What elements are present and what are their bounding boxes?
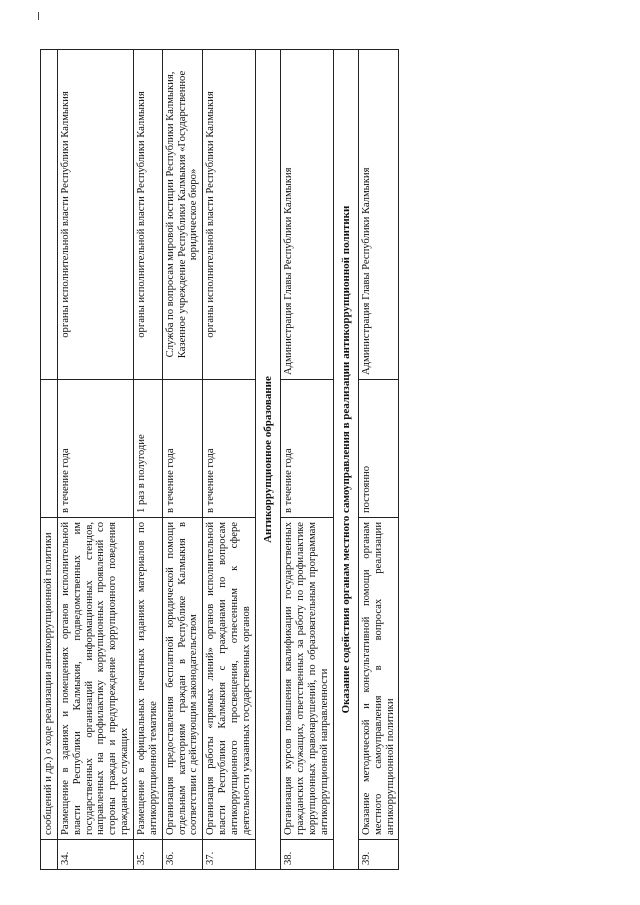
table-row-34 xyxy=(57,50,133,870)
responsible-cell: органы исполнительной власти Республики Калмыкия xyxy=(57,50,133,380)
row-number-cell: 35. xyxy=(134,840,163,870)
responsible-cell: Администрация Главы Республики Калмыкия xyxy=(281,50,333,380)
row-number-cell: 34. xyxy=(57,840,133,870)
section-heading-row xyxy=(255,50,280,870)
row-number-cell: 38. xyxy=(281,840,333,870)
table-row-37 xyxy=(203,50,255,870)
activity-cell: Размещение в зданиях и помещениях органов исполнительной власти Республики Калмыкия, подведомственных им государственных организаций информационных стендов, направленных на профилактику коррупционных проявлений со стороны граждан и предупреждение коррупционного поведения гражданских служащих xyxy=(57,518,133,840)
table-row-36 xyxy=(162,50,203,870)
section-heading-row xyxy=(333,50,358,870)
section-heading: Антикоррупционное образование xyxy=(255,50,280,870)
row-number-cell: 39. xyxy=(358,840,399,870)
table-row-39 xyxy=(358,50,399,870)
scan-mark xyxy=(38,12,39,20)
term-cell: постоянно xyxy=(358,380,399,518)
row-number-cell xyxy=(41,840,58,870)
activity-cell: Организация предоставления бесплатной юридической помощи отдельным категориям граждан в Республике Калмыкия в соответствии с действующим законодательством xyxy=(162,518,203,840)
activity-cell: сообщений и др.) о ходе реализации антикоррупционной политики xyxy=(41,518,58,840)
responsible-cell: Администрация Главы Республики Калмыкия xyxy=(358,50,399,380)
responsible-cell xyxy=(41,50,58,380)
section-heading: Оказание содействия органам местного самоуправления в реализации антикоррупционной политики xyxy=(333,50,358,870)
term-cell xyxy=(41,380,58,518)
row-number-cell: 37. xyxy=(203,840,255,870)
responsible-cell: Служба по вопросам мировой юстиции Республики Калмыкия, Казенное учреждение Республики Калмыкия «Государственное юридическое бюро» xyxy=(162,50,203,380)
responsible-cell: органы исполнительной власти Республики Калмыкия xyxy=(134,50,163,380)
activity-cell: Организация курсов повышения квалификации государственных гражданских служащих, ответственных за работу по профилактике коррупционных правонарушений, по образовательным программам антикоррупционной направленности xyxy=(281,518,333,840)
row-number-cell: 36. xyxy=(162,840,203,870)
activity-cell: Организация работы «прямых линий» органов исполнительной власти Республики Калмыкия с гражданами по вопросам антикоррупционного просвещения, отнесенным к сфере деятельности указанных государственных органов xyxy=(203,518,255,840)
term-cell: в течение года xyxy=(281,380,333,518)
term-cell: в течение года xyxy=(57,380,133,518)
table-row-38 xyxy=(281,50,333,870)
responsible-cell: органы исполнительной власти Республики Калмыкия xyxy=(203,50,255,380)
activity-cell: Оказание методической и консультативной помощи органам местного самоуправления в вопросах реализации антикоррупционной политики xyxy=(358,518,399,840)
activity-cell: Размещение в официальных печатных изданиях материалов по антикоррупционной тематике xyxy=(134,518,163,840)
term-cell: в течение года xyxy=(162,380,203,518)
table-row-35 xyxy=(134,50,163,870)
term-cell: 1 раз в полугодие xyxy=(134,380,163,518)
term-cell: в течение года xyxy=(203,380,255,518)
plan-table xyxy=(40,49,399,870)
table-row-continuation xyxy=(41,50,58,870)
rotated-page xyxy=(40,50,560,870)
